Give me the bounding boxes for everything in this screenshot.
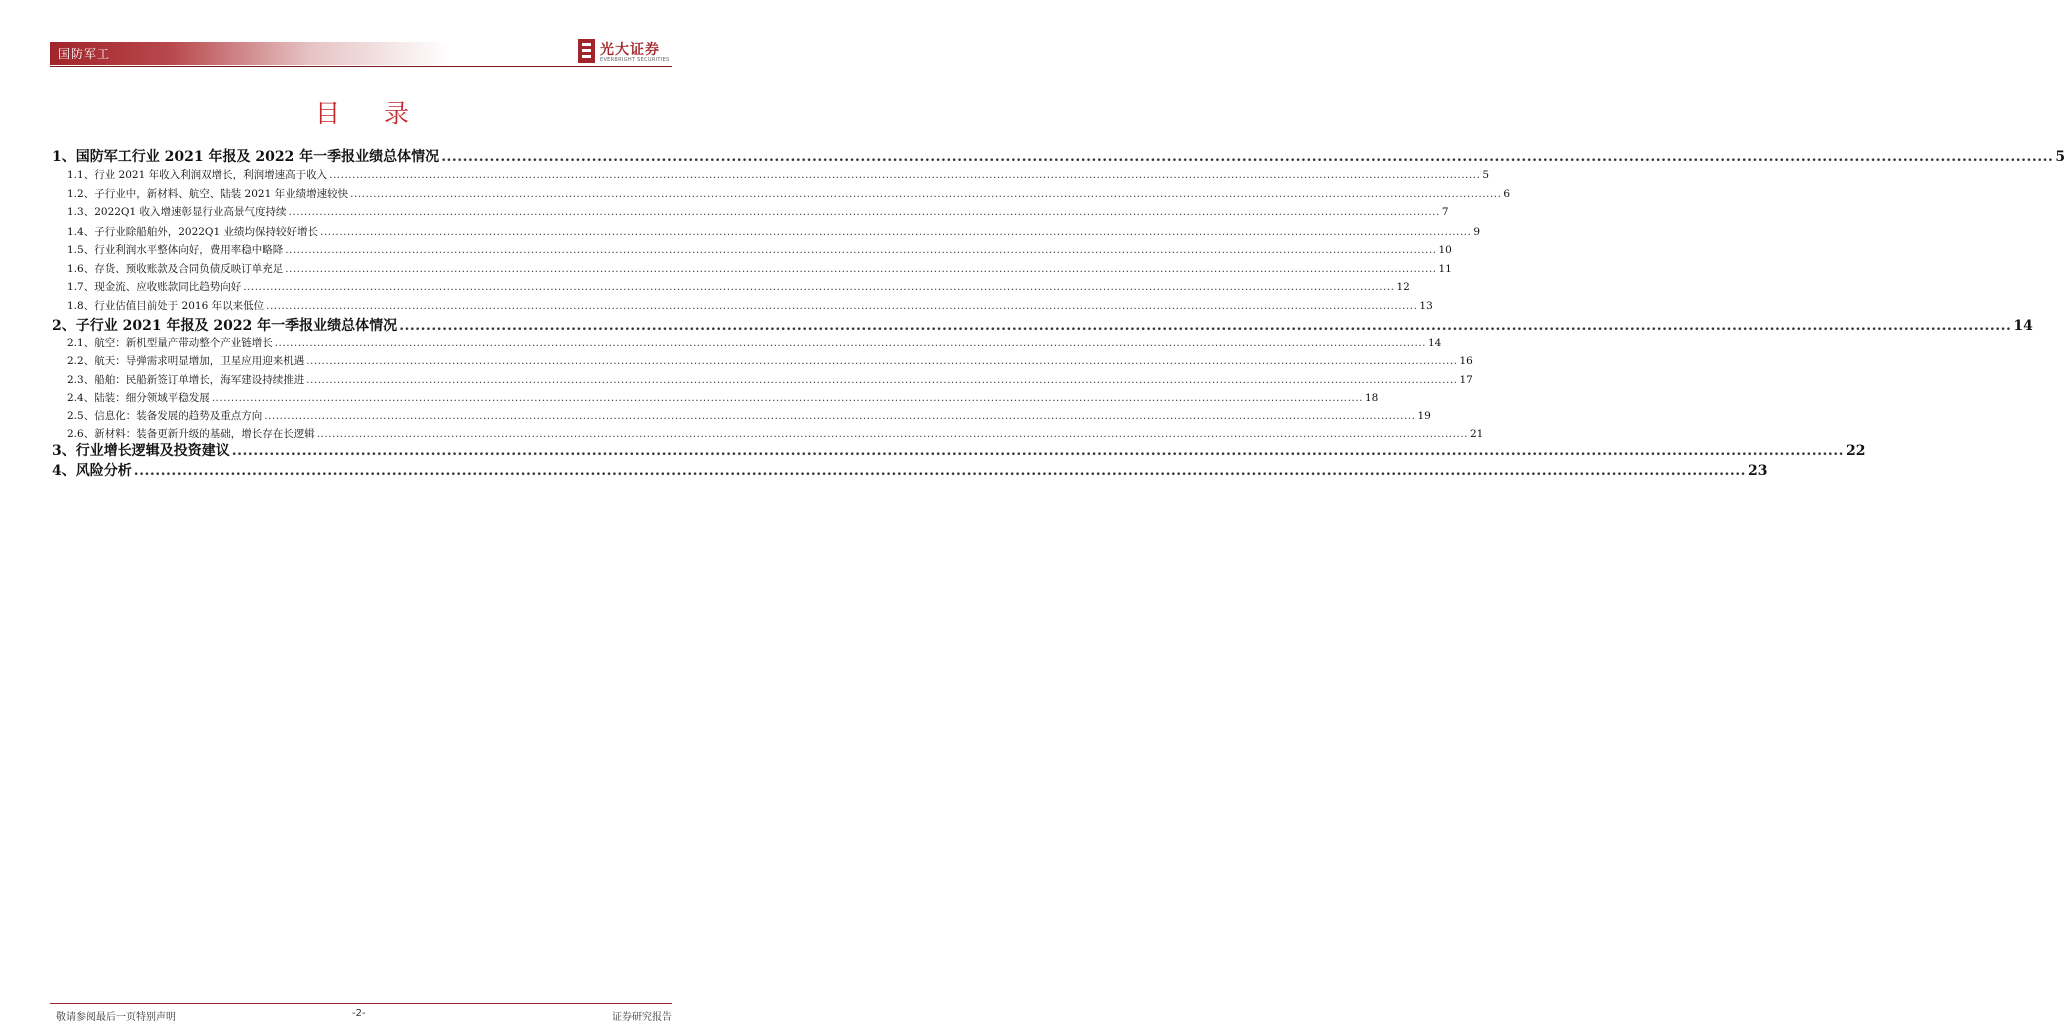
toc-entry-page: 23 <box>1747 463 1768 479</box>
toc-entry[interactable] <box>0 146 2065 165</box>
toc-leader-dots: ............................................................................................................................................................................................................................................................................................................ <box>329 169 1481 181</box>
toc-entry-number: 1.4、 <box>67 226 95 238</box>
toc-leader-dots: ............................................................................................................................................................................................................................................................................................................ <box>285 263 1437 275</box>
toc-leader-dots: ............................................................................................................................................................................................................................................................................................................ <box>441 149 2054 165</box>
toc-entry-page: 16 <box>1459 355 1473 367</box>
toc-entry[interactable] <box>0 186 1511 204</box>
toc-entry-number: 2、 <box>52 318 76 334</box>
toc-leader-dots: ............................................................................................................................................................................................................................................................................................................ <box>288 206 1440 218</box>
toc-entry-number: 1.7、 <box>67 281 95 293</box>
brand-subtitle: EVERBRIGHT SECURITIES <box>600 57 670 63</box>
footer-disclaimer: 敬请参阅最后一页特别声明 <box>56 1012 176 1023</box>
toc-entry-page: 22 <box>1845 443 1866 459</box>
toc-leader-dots: ............................................................................................................................................................................................................................................................................................................ <box>399 318 2012 334</box>
toc-entry-number: 1、 <box>52 149 76 165</box>
toc-entry[interactable] <box>0 315 2033 334</box>
toc-entry-page: 7 <box>1441 206 1449 218</box>
toc-leader-dots: ............................................................................................................................................................................................................................................................................................................ <box>306 355 1458 367</box>
toc-entry-label: 行业 2021 年收入利润双增长，利润增速高于收入 <box>94 169 328 181</box>
toc-leader-dots: ............................................................................................................................................................................................................................................................................................................ <box>350 188 1502 200</box>
toc-entry[interactable] <box>0 298 1433 316</box>
toc-entry[interactable] <box>0 408 1431 426</box>
toc-entry-page: 11 <box>1438 263 1452 275</box>
toc-entry-label: 航天：导弹需求明显增加，卫星应用迎来机遇 <box>94 355 305 367</box>
toc-entry[interactable] <box>0 390 1379 408</box>
toc-leader-dots: ............................................................................................................................................................................................................................................................................................................ <box>133 463 1746 479</box>
section-tag: 国防军工 <box>58 47 111 61</box>
toc-entry-label: 陆装：细分领域平稳发展 <box>94 392 210 404</box>
toc-entry[interactable] <box>0 440 1866 459</box>
toc-entry-number: 1.8、 <box>67 300 95 312</box>
toc-entry[interactable] <box>0 372 1473 390</box>
brand-logo <box>578 39 678 65</box>
toc-entry-label: 2022Q1 收入增速彰显行业高景气度持续 <box>94 206 287 218</box>
toc-entry-page: 9 <box>1473 226 1481 238</box>
brand-logo-icon <box>578 39 595 63</box>
toc-entry[interactable] <box>0 204 1449 222</box>
toc-entry-label: 现金流、应收账款同比趋势向好 <box>94 281 242 293</box>
toc-leader-dots: ............................................................................................................................................................................................................................................................................................................ <box>231 443 1844 459</box>
toc-entry-page: 5 <box>2055 149 2065 165</box>
toc-leader-dots: ............................................................................................................................................................................................................................................................................................................ <box>211 392 1363 404</box>
toc-entry-page: 19 <box>1417 410 1431 422</box>
toc-entry-label: 行业增长逻辑及投资建议 <box>75 443 230 459</box>
toc-entry-number: 1.5、 <box>67 244 95 256</box>
toc-leader-dots: ............................................................................................................................................................................................................................................................................................................ <box>306 374 1458 386</box>
toc-entry-page: 14 <box>1428 337 1442 349</box>
brand-name: 光大证券 <box>600 42 660 58</box>
toc-entry-label: 行业估值目前处于 2016 年以来低位 <box>94 300 265 312</box>
toc-entry-page: 10 <box>1438 244 1452 256</box>
toc-entry[interactable] <box>0 224 1481 242</box>
toc-entry-page: 21 <box>1470 428 1484 440</box>
toc-leader-dots: ............................................................................................................................................................................................................................................................................................................ <box>285 244 1437 256</box>
toc-leader-dots: ............................................................................................................................................................................................................................................................................................................ <box>243 281 1395 293</box>
toc-leader-dots: ............................................................................................................................................................................................................................................................................................................ <box>274 337 1426 349</box>
toc-entry-page: 13 <box>1419 300 1433 312</box>
toc-entry[interactable] <box>0 335 1442 353</box>
toc-entry-label: 子行业中，新材料、航空、陆装 2021 年业绩增速较快 <box>94 188 349 200</box>
toc-entry-label: 船舶：民船新签订单增长，海军建设持续推进 <box>94 374 305 386</box>
toc-entry[interactable] <box>0 167 1490 185</box>
toc-entry-label: 信息化：装备发展的趋势及重点方向 <box>94 410 263 422</box>
toc-entry-page: 14 <box>2013 318 2033 334</box>
toc-entry-number: 1.2、 <box>67 188 95 200</box>
toc-leader-dots: ............................................................................................................................................................................................................................................................................................................ <box>320 226 1472 238</box>
toc-entry-page: 5 <box>1482 169 1490 181</box>
toc-entry[interactable] <box>0 261 1452 279</box>
toc-entry-label: 风险分析 <box>75 463 132 479</box>
toc-entry-number: 1.1、 <box>67 169 95 181</box>
page-number: -2- <box>352 1008 366 1019</box>
page-title: 目 录 <box>315 99 427 128</box>
toc-entry-label: 新材料：装备更新升级的基础，增长存在长逻辑 <box>94 428 315 440</box>
toc-entry-page: 6 <box>1503 188 1511 200</box>
toc-leader-dots: ............................................................................................................................................................................................................................................................................................................ <box>264 410 1416 422</box>
toc-entry-page: 12 <box>1396 281 1410 293</box>
toc-entry-number: 2.3、 <box>67 374 95 386</box>
toc-entry[interactable] <box>0 460 1768 479</box>
toc-entry-number: 2.6、 <box>67 428 95 440</box>
toc-entry-number: 2.1、 <box>67 337 95 349</box>
toc-entry-label: 存货、预收账款及合同负债反映订单充足 <box>94 263 284 275</box>
report-type: 证券研究报告 <box>612 1012 672 1023</box>
toc-entry[interactable] <box>0 353 1473 371</box>
header-divider <box>50 66 672 67</box>
toc-entry-label: 子行业 2021 年报及 2022 年一季报业绩总体情况 <box>75 318 398 334</box>
toc-entry-page: 18 <box>1365 392 1379 404</box>
toc-entry-number: 1.6、 <box>67 263 95 275</box>
toc-leader-dots: ............................................................................................................................................................................................................................................................................................................ <box>266 300 1418 312</box>
toc-entry-number: 3、 <box>52 443 76 459</box>
toc-leader-dots: ............................................................................................................................................................................................................................................................................................................ <box>316 428 1468 440</box>
toc-entry-number: 2.5、 <box>67 410 95 422</box>
toc-entry-number: 1.3、 <box>67 206 95 218</box>
toc-entry-number: 2.4、 <box>67 392 95 404</box>
toc-entry-number: 2.2、 <box>67 355 95 367</box>
toc-entry-page: 17 <box>1459 374 1473 386</box>
toc-entry[interactable] <box>0 242 1452 260</box>
toc-entry-label: 国防军工行业 2021 年报及 2022 年一季报业绩总体情况 <box>75 149 440 165</box>
toc-entry-label: 航空：新机型量产带动整个产业链增长 <box>94 337 273 349</box>
toc-entry-number: 4、 <box>52 463 76 479</box>
toc-entry[interactable] <box>0 279 1410 297</box>
footer-divider <box>50 1003 672 1004</box>
toc-entry-label: 行业利润水平整体向好，费用率稳中略降 <box>94 244 284 256</box>
toc-entry-label: 子行业除船舶外，2022Q1 业绩均保持较好增长 <box>94 226 319 238</box>
